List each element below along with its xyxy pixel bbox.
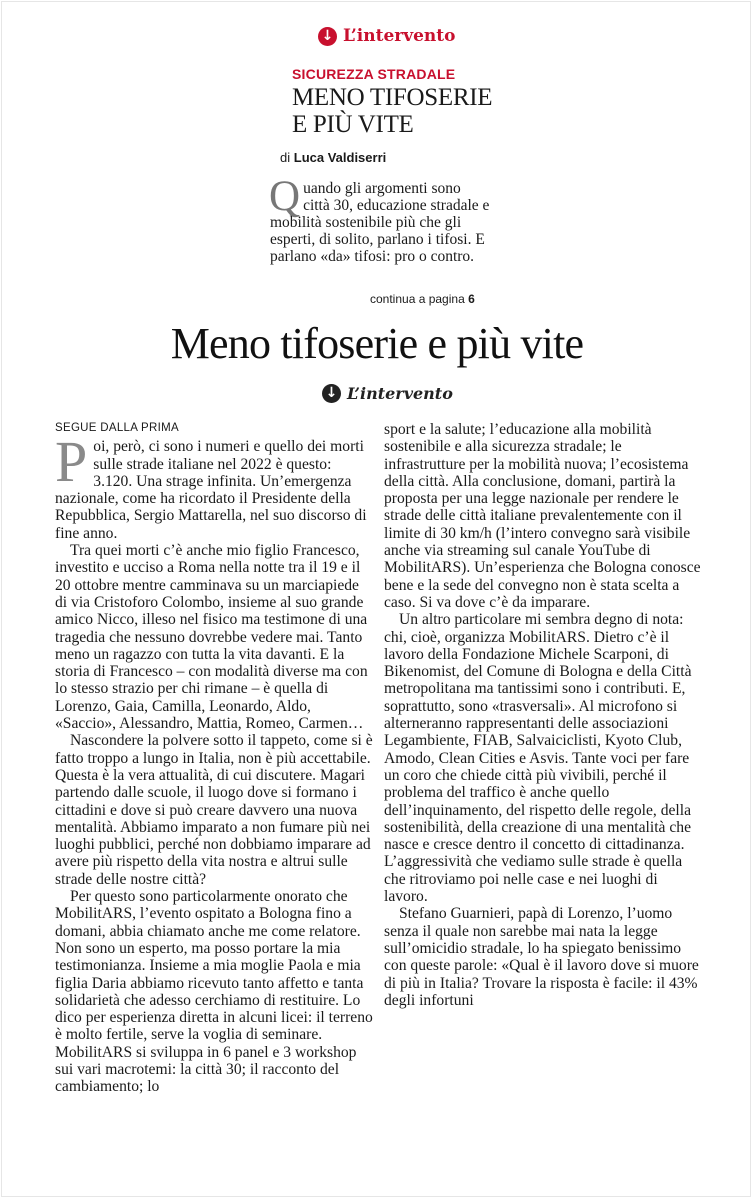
article-column-2 — [384, 421, 702, 1009]
author-name: Luca Valdiserri — [293, 150, 387, 165]
section-label: SICUREZZA STRADALE — [292, 66, 456, 82]
paragraph: Stefano Guarnieri, papà di Lorenzo, l’uomo senza il quale non sarebbe mai nata la legge sull’omicidio stradale, lo ha spiegato benissimo con queste parole: «Qual è il lavoro dove si muore di più in Italia? Trovare la risposta è facile: il 43% degli infortuni — [384, 905, 699, 1009]
continue-page: 6 — [468, 292, 475, 306]
article-dropcap: P — [55, 429, 88, 495]
kicker-mid — [322, 382, 453, 404]
continue-link[interactable] — [370, 291, 475, 308]
paragraph: Tra quei morti c’è anche mio figlio Francesco, investito e ucciso a Roma nella notte tra il 19 e il 20 ottobre mentre camminava su un marciapiede di via Cristoforo Colombo, insieme al suo grande amico Nicco, illeso nel fisico ma testimone di una tragedia che nessuno dovrebbe vedere mai. Tanto meno un ragazzo con tutta la vita davanti. E la storia di Francesco – con modalità diverse ma con lo stesso strazio per chi rimane – è quella di Lorenzo, Gaia, Camilla, Leonardo, Aldo, «Saccio», Alessandro, Mattia, Romeo, Carmen… — [55, 542, 368, 733]
byline — [280, 150, 386, 165]
paragraph: Un altro particolare mi sembra degno di nota: chi, cioè, organizza MobilitARS. Dietro c’è il lavoro della Fondazione Michele Scarponi, di Bikenomist, del Comune di Bologna e della Città metropolitana ma tantissimi sono i contributi. E, soprattutto, sono «trasversali». Al microfono si alterneranno rappresentanti delle associazioni Legambiente, FIAB, Salvaiciclisti, Kyoto Club, Amodo, Clean Cities e Asvis. Tante voci per fare un coro che chiede città più vivibili, perché il problema del traffico è anche quello dell’inquinamento, del rispetto delle regole, della sostenibilità, della creazione di una mentalità che nasce e cresce dentro il concetto di cittadinanza. L’aggressività che vediamo sulle strade è quella che ritroviamo poi nelle case e nei luoghi di lavoro. — [384, 611, 692, 906]
paragraph: Per questo sono particolarmente onorato che MobilitARS, l’evento ospitato a Bologna fino a domani, abbia chiamato anche me come relatore. Non sono un esperto, ma posso portare la mia testimonianza. Insieme a mia moglie Paola e mia figlia Daria abbiamo ricevuto tanto affetto e tanta solidarietà che adesso cerchiamo di restituire. Lo dico per esperienza diretta in alcuni licei: il terreno è molto fertile, serve la voglia di seminare. MobilitARS si sviluppa in 6 panel e 3 workshop sui vari macrotemi: la città 30; il racconto del cambiamento; lo — [55, 888, 373, 1096]
kicker-top-label: L’intervento — [343, 26, 456, 46]
teaser-text: uando gli argomenti sono città 30, educazione stradale e mobilità sostenibile più che gli esperti, di solito, parlano i tifosi. E parlano «da» tifosi: pro o contro. — [270, 180, 490, 265]
front-headline-block — [292, 66, 512, 138]
front-headline-line2: E PIÙ VITE — [292, 111, 414, 138]
article-column-1 — [55, 420, 373, 1096]
down-arrow-badge-icon: ↓ — [318, 27, 337, 46]
down-arrow-badge-icon: ↓ — [322, 384, 341, 403]
byline-prefix: di — [280, 150, 291, 165]
kicker-top — [318, 24, 455, 48]
front-teaser — [269, 173, 490, 306]
continue-prefix: continua a pagina — [370, 292, 465, 306]
teaser-dropcap: Q — [269, 173, 301, 220]
segue-label: SEGUE DALLA PRIMA — [55, 422, 179, 434]
kicker-mid-label: L’intervento — [347, 383, 453, 403]
article-title: Meno tifoserie e più vite — [170, 319, 584, 368]
front-headline — [292, 84, 512, 138]
paragraph: Nascondere la polvere sotto il tappeto, come si è fatto troppo a lungo in Italia, non è più accettabile. Questa è la vera attualità, di cui discutere. Magari partendo dalle scuole, il luogo dove si formano i cittadini e dove si può creare davvero una nuova mentalità. Abbiamo imparato a non fumare più nei luoghi pubblici, perché non dobbiamo imparare ad avere più rispetto della vita nostra e altrui sulle strade delle nostre città? — [55, 732, 373, 888]
paragraph: Poi, però, ci sono i numeri e quello dei morti sulle strade italiane nel 2022 è questo: 3.120. Una strage infinita. Un’emergenza nazionale, come ha ricordato il Presidente della Repubblica, Sergio Mattarella, nel suo discorso di fine anno. — [55, 429, 367, 542]
front-headline-line1: MENO TIFOSERIE — [292, 84, 493, 111]
paragraph: sport e la salute; l’educazione alla mobilità sostenibile e alla sicurezza stradale; le infrastrutture per la mobilità nuova; l’ecosistema della città. Alla conclusione, domani, partirà la proposta per una legge nazionale per rendere le strade delle città italiane prevalentemente con il limite di 30 km/h (l’intero convegno sarà visibile anche via streaming sul canale YouTube di MobilitARS). Un’esperienza che Bologna conosce bene e la sede del convegno non è stata scelta a caso. Si va dove c’è da imparare. — [384, 421, 701, 611]
